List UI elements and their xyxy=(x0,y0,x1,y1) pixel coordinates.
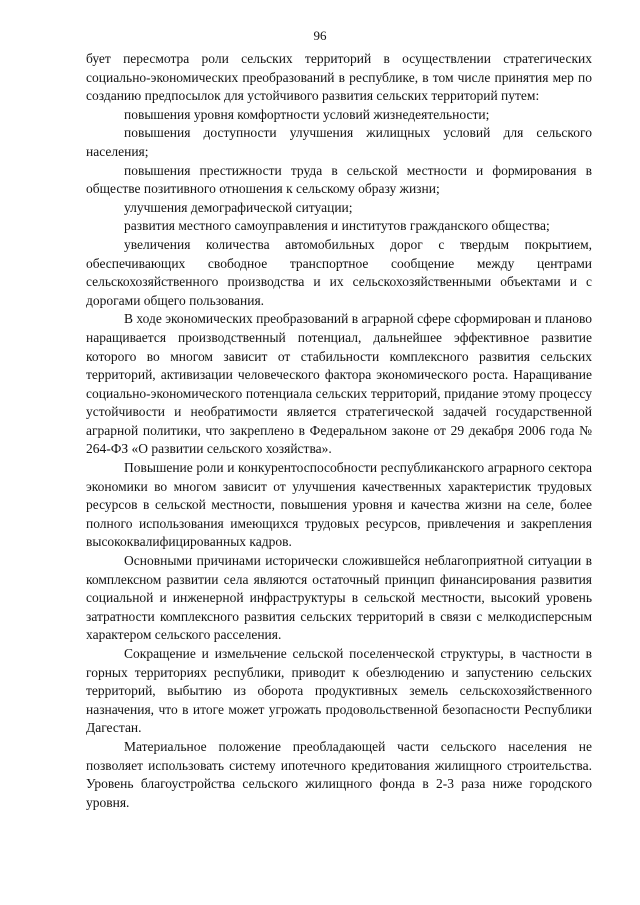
paragraph: развития местного самоуправления и институтов гражданского общества; xyxy=(124,218,550,234)
paragraph: бует пересмотра роли сельских территорий в осуществлении стратегических социально-экономических преобразований в республике, в том числе принятия мер по созданию предпосылок для устойчивого развития сельских территорий путем: xyxy=(86,51,592,104)
paragraph: Основными причинами исторически сложившейся неблагоприятной ситуации в комплексном развитии села являются остаточный принцип финансирования развития социальной и инженерной инфраструктуры в сельской местности, высокий уровень затратности комплексного развития сельских территорий в связи с мелкодисперсным характером сельского расселения. xyxy=(86,553,592,643)
paragraph: повышения уровня комфортности условий жизнедеятельности; xyxy=(124,106,490,122)
paragraph: Материальное положение преобладающей части сельского населения не позволяет использовать систему ипотечного кредитования жилищного строительства. Уровень благоустройства сельского жилищного фонда в 2-3 раза ниже городского уровня. xyxy=(86,738,592,810)
paragraph: повышения престижности труда в сельской местности и формирования в обществе позитивного отношения к сельскому образу жизни; xyxy=(86,162,592,197)
page-number: 96 xyxy=(313,28,327,43)
body-text xyxy=(86,50,592,812)
paragraph: Сокращение и измельчение сельской поселенческой структуры, в частности в горных территориях республики, приводит к обезлюдению и запустению сельских территорий, выбытию из оборота продуктивных земель сельскохозяйственного назначения, что в итоге может угрожать продовольственной безопасности Республики Дагестан. xyxy=(86,646,592,736)
paragraph: Повышение роли и конкурентоспособности республиканского аграрного сектора экономики во многом зависит от улучшения качественных характеристик трудовых ресурсов в сельской местности, повышения уровня и качества жизни на селе, более полного использования имеющихся трудовых ресурсов, привлечения и закрепления высококвалифицированных кадров. xyxy=(86,460,592,550)
paragraph: В ходе экономических преобразований в аграрной сфере сформирован и планово наращивается производственный потенциал, дальнейшее эффективное развитие которого во многом зависит от стабильности комплексного развития сельских территорий, активизации человеческого фактора экономического роста. Наращивание социально-экономического потенциала сельских территорий, придание этому процессу устойчивости и необратимости является стратегической задачей государственной аграрной политики, что закреплено в Федеральном законе от 29 декабря 2006 года № 264-ФЗ «О развитии сельского хозяйства». xyxy=(86,311,592,457)
paragraph: улучшения демографической ситуации; xyxy=(124,199,353,215)
paragraph: увеличения количества автомобильных дорог с твердым покрытием, обеспечивающих свободное транспортное сообщение между центрами сельскохозяйственного производства и их сельскохозяйственными объектами и с дорогами общего пользования. xyxy=(86,236,592,308)
paragraph: повышения доступности улучшения жилищных условий для сельского населения; xyxy=(86,125,592,159)
